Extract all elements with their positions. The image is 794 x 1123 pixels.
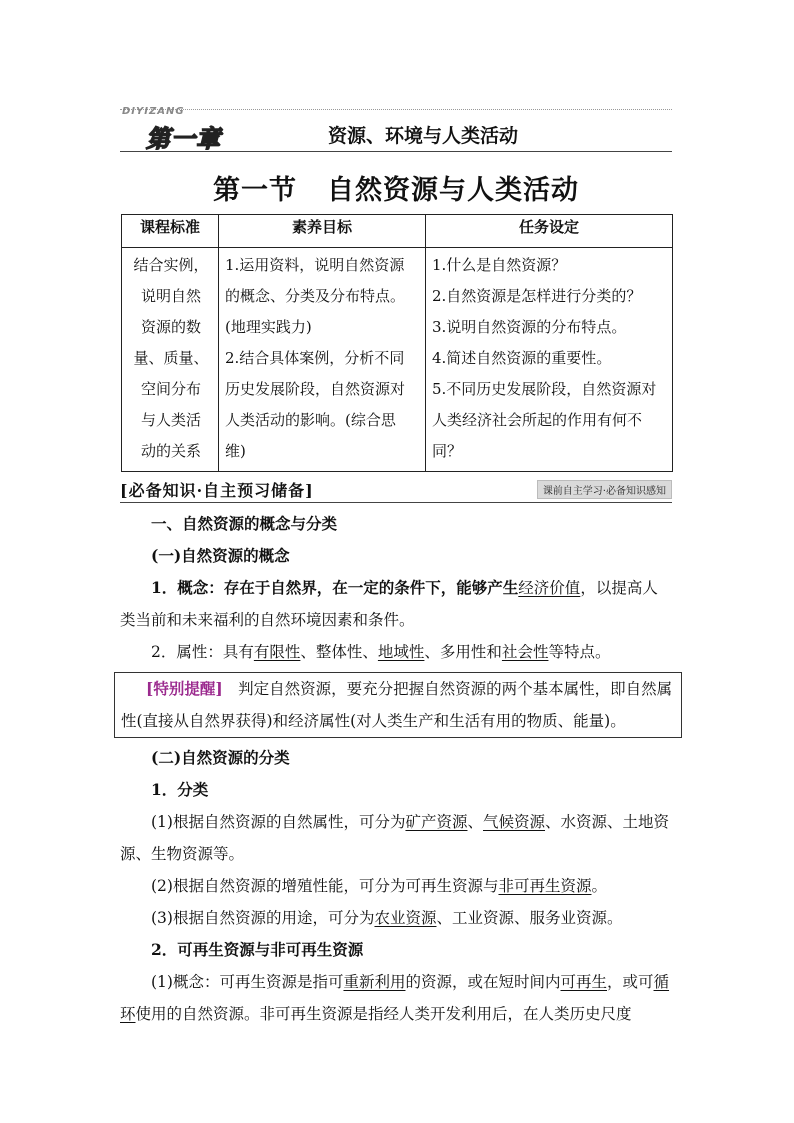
paragraph-attributes bbox=[120, 636, 672, 668]
text-run: ，或可 bbox=[607, 973, 654, 991]
cell-line: 1.什么是自然资源？ bbox=[432, 256, 567, 274]
chapter-label: 第一章 bbox=[146, 125, 221, 153]
text-run: 。 bbox=[591, 877, 607, 895]
chapter-header bbox=[120, 100, 672, 154]
paragraph-concept bbox=[120, 572, 672, 636]
table-row bbox=[122, 248, 673, 472]
dotted-divider bbox=[120, 109, 672, 110]
table-header-row bbox=[122, 215, 673, 248]
task-setting-cell bbox=[426, 248, 673, 472]
cell-line: 人类活动的影响。(综合思 bbox=[225, 411, 396, 429]
text-run: 等特点。 bbox=[548, 643, 611, 661]
cell-line: 2.结合具体案例，分析不同 bbox=[225, 349, 405, 367]
underlined-term: 可再生 bbox=[560, 973, 608, 991]
curriculum-standard-cell bbox=[122, 248, 219, 472]
standards-table bbox=[121, 214, 673, 472]
text-run: 2．属性：具有 bbox=[151, 643, 254, 661]
reminder-text: 判定自然资源，要充分把握自然资源的两个基本属性，即自然属性(直接从自然界获得)和经济属性(对人类生产和生活有用的物质、能量)。 bbox=[121, 680, 673, 730]
banner-rule bbox=[120, 502, 672, 503]
subheading-classification: (二)自然资源的分类 bbox=[151, 748, 290, 767]
cell-line: 资源的数 bbox=[140, 318, 201, 336]
underlined-term: 气候资源 bbox=[483, 813, 546, 831]
underlined-term: 循环 bbox=[120, 973, 670, 1023]
chapter-pinyin-label: DIYIZANG bbox=[122, 106, 185, 117]
literacy-goals-cell bbox=[219, 248, 426, 472]
banner-title: [必备知识·自主预习储备] bbox=[120, 481, 314, 500]
cell-line: 人类经济社会所起的作用有何不 bbox=[432, 411, 643, 429]
section-banner bbox=[120, 476, 672, 508]
cell-line: (地理实践力) bbox=[225, 318, 312, 336]
text-run: 、 bbox=[467, 813, 483, 831]
text-run: (1)根据自然资源的自然属性，可分为 bbox=[151, 813, 406, 831]
underlined-term: 地域性 bbox=[377, 643, 425, 661]
header-curriculum-standard: 课程标准 bbox=[122, 215, 219, 248]
chapter-title: 资源、环境与人类活动 bbox=[328, 125, 519, 147]
paragraph-class-natural bbox=[120, 806, 672, 870]
cell-line: 说明自然 bbox=[140, 287, 201, 305]
underlined-term: 农业资源 bbox=[374, 909, 437, 927]
paragraph-renewable-concept bbox=[120, 966, 672, 1030]
cell-line: 空间分布 bbox=[140, 380, 201, 398]
text-run: 、整体性、 bbox=[300, 643, 378, 661]
heading-concept-and-classification: 一、自然资源的概念与分类 bbox=[151, 514, 338, 533]
cell-line: 量、质量、 bbox=[133, 349, 209, 367]
text-run: 、多用性和 bbox=[424, 643, 502, 661]
text-run: (3)根据自然资源的用途，可分为 bbox=[151, 909, 375, 927]
text-run: 、水资源、土地资源、生物资源等。 bbox=[120, 813, 670, 863]
subheading-renewable: 2．可再生资源与非可再生资源 bbox=[151, 940, 364, 959]
page bbox=[120, 100, 672, 1030]
banner-tag: 课前自主学习·必备知识感知 bbox=[537, 480, 672, 499]
cell-line: 动的关系 bbox=[140, 442, 201, 460]
text-run: 的资源，或在短时间内 bbox=[405, 973, 561, 991]
cell-line: 1.运用资料，说明自然资源 bbox=[225, 256, 405, 274]
underlined-term: 社会性 bbox=[501, 643, 549, 661]
cell-line: 历史发展阶段，自然资源对 bbox=[225, 380, 406, 398]
cell-line: 维) bbox=[225, 442, 246, 460]
text-run: 、工业资源、服务业资源。 bbox=[436, 909, 623, 927]
subheading-classes: 1．分类 bbox=[151, 780, 209, 799]
cell-line: 4.简述自然资源的重要性。 bbox=[432, 349, 612, 367]
subheading-concept: (一)自然资源的概念 bbox=[151, 546, 290, 565]
text-run: (2)根据自然资源的增殖性能，可分为可再生资源与 bbox=[151, 877, 499, 895]
cell-line: 3.说明自然资源的分布特点。 bbox=[432, 318, 627, 336]
cell-line: 同？ bbox=[432, 442, 463, 460]
text-run: (1)概念：可再生资源是指可 bbox=[151, 973, 344, 991]
underlined-term: 有限性 bbox=[253, 643, 301, 661]
section-number: 第一节 bbox=[213, 175, 297, 206]
header-literacy-goals: 素养目标 bbox=[219, 215, 426, 248]
underlined-term: 矿产资源 bbox=[405, 813, 468, 831]
section-title bbox=[120, 168, 672, 214]
section-name: 自然资源与人类活动 bbox=[327, 175, 579, 206]
header-task-setting: 任务设定 bbox=[426, 215, 673, 248]
text-run: ，以提高人类当前和未来福利的自然环境因素和条件。 bbox=[120, 579, 658, 629]
cell-line: 结合实例， bbox=[133, 256, 209, 274]
text-run: 使用的自然资源。非可再生资源是指经人类开发利用后，在人类历史尺度 bbox=[135, 1005, 632, 1023]
cell-line: 5.不同历史发展阶段，自然资源对 bbox=[432, 380, 657, 398]
paragraph-class-renewability bbox=[120, 870, 672, 902]
body-content bbox=[120, 508, 672, 1030]
text-run: 1．概念：存在于自然界，在一定的条件下，能够产生 bbox=[151, 578, 519, 597]
special-reminder-box bbox=[114, 672, 682, 738]
cell-line: 与人类活 bbox=[140, 411, 201, 429]
underlined-term: 经济价值 bbox=[518, 579, 581, 597]
header-rule bbox=[120, 151, 672, 152]
paragraph-class-use bbox=[120, 902, 672, 934]
cell-line: 的概念、分类及分布特点。 bbox=[225, 287, 406, 305]
reminder-label: [特别提醒] bbox=[146, 679, 223, 698]
underlined-term: 重新利用 bbox=[343, 973, 406, 991]
underlined-term: 非可再生资源 bbox=[498, 877, 592, 895]
cell-line: 2.自然资源是怎样进行分类的？ bbox=[432, 287, 642, 305]
